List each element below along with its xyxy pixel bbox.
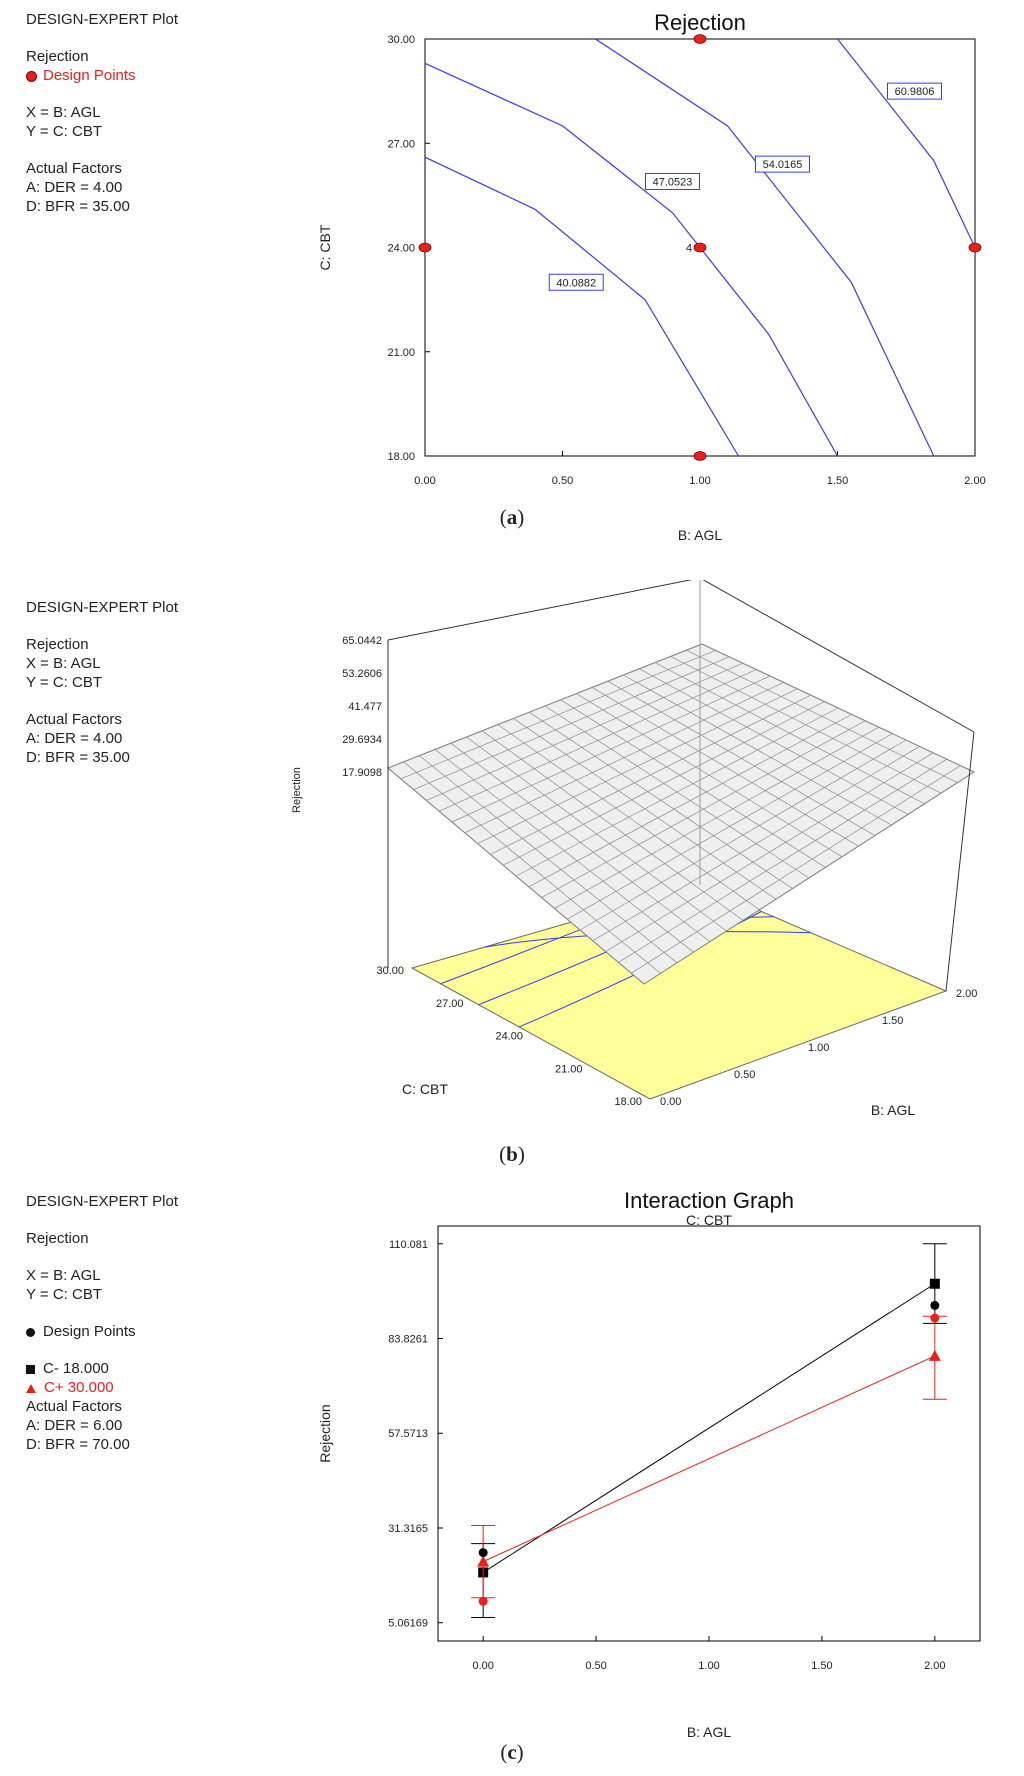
design-point [419, 243, 431, 252]
x-tick-label: 2.00 [964, 475, 986, 487]
x-tick-label: 1.50 [811, 1660, 833, 1672]
factor-d: D: BFR = 35.00 [26, 198, 130, 215]
contour-label: 54.0165 [762, 159, 803, 172]
y-definition: Y = C: CBT [26, 674, 102, 691]
caption-c: (c) [500, 1740, 524, 1764]
y-tick-label: 30.00 [376, 965, 404, 977]
y-axis-label: C: CBT [317, 224, 333, 271]
chart-title: Rejection [654, 10, 746, 35]
contour-line [838, 39, 976, 248]
series-low-legend: C- 18.000 [26, 1359, 178, 1378]
z-tick-label: 41.477 [348, 701, 382, 713]
y-definition: Y = C: CBT [26, 1286, 102, 1303]
y-tick-label: 27.00 [387, 138, 415, 151]
factor-a: A: DER = 4.00 [26, 179, 123, 196]
contour-label: 60.9806 [894, 86, 935, 99]
y-axis-label: C: CBT [402, 1081, 448, 1097]
y-tick-label: 21.00 [387, 346, 415, 359]
contour-label: 47.0523 [652, 176, 693, 189]
y-tick-label: 18.00 [387, 451, 415, 463]
surface-plot [0, 580, 1024, 1140]
interaction-graph [0, 1180, 1024, 1740]
factor-d: D: BFR = 70.00 [26, 1436, 130, 1453]
square-marker [930, 1279, 940, 1289]
y-tick-label: 57.5713 [388, 1428, 428, 1441]
caption-a: (a) [499, 505, 525, 529]
x-tick-label: 1.00 [698, 1660, 720, 1672]
y-definition: Y = C: CBT [26, 123, 102, 140]
x-tick-label: 1.00 [808, 1042, 830, 1054]
box-edge [388, 580, 700, 640]
plot-frame [438, 1226, 980, 1641]
design-point [479, 1597, 488, 1606]
replicate-count: 4 [686, 242, 693, 255]
x-tick-label: 1.00 [689, 475, 711, 487]
x-definition: X = B: AGL [26, 104, 101, 121]
x-tick-label: 0.50 [585, 1660, 607, 1672]
y-tick-label: 5.06169 [388, 1617, 428, 1630]
y-tick-label: 30.00 [387, 34, 415, 46]
x-tick-label: 0.50 [551, 475, 574, 487]
design-points-legend: Design Points [26, 66, 178, 85]
panel-b [0, 580, 1024, 1180]
design-point [694, 35, 706, 44]
y-tick-label: 31.3165 [388, 1522, 428, 1535]
x-tick-label: 2.00 [924, 1660, 946, 1672]
design-point [694, 452, 706, 461]
x-tick-label: 0.50 [734, 1069, 756, 1081]
triangle-marker [477, 1556, 489, 1567]
y-axis-label: Rejection [317, 1404, 333, 1463]
triangle-marker [929, 1350, 941, 1361]
design-point [930, 1314, 939, 1323]
x-tick-label: 1.50 [882, 1015, 904, 1027]
z-axis-label: Rejection [291, 767, 303, 813]
plot-header: DESIGN-EXPERT Plot [26, 599, 178, 616]
plot-header: DESIGN-EXPERT Plot [26, 11, 178, 28]
x-axis-label: B: AGL [870, 1102, 916, 1118]
response-label: Rejection [26, 1230, 89, 1247]
design-point [969, 243, 981, 252]
panel-a [0, 0, 1024, 540]
chart-subtitle: C: CBT [686, 1212, 732, 1228]
design-point [930, 1301, 939, 1310]
panel-c [0, 1180, 1024, 1776]
factor-a: A: DER = 4.00 [26, 730, 123, 747]
response-label: Rejection [26, 636, 89, 653]
y-tick-label: 27.00 [435, 997, 464, 1010]
x-definition: X = B: AGL [26, 655, 101, 672]
y-tick-label: 18.00 [614, 1096, 642, 1108]
y-tick-label: 83.8261 [388, 1333, 428, 1346]
z-tick-label: 65.0442 [342, 635, 382, 647]
y-tick-label: 21.00 [554, 1063, 583, 1076]
contour-line [425, 157, 739, 456]
z-tick-label: 17.9098 [342, 767, 382, 779]
x-tick-label: 0.00 [472, 1660, 494, 1672]
z-tick-label: 53.2606 [342, 668, 382, 680]
x-axis-label: B: AGL [686, 1724, 732, 1740]
factors-title: Actual Factors [26, 711, 122, 728]
contour-plot [0, 0, 1024, 540]
series-high-legend: C+ 30.000 [26, 1378, 178, 1397]
x-definition: X = B: AGL [26, 1267, 101, 1284]
contour-line [596, 39, 934, 456]
y-tick-label: 110.081 [389, 1238, 428, 1251]
factor-a: A: DER = 6.00 [26, 1417, 123, 1434]
x-tick-label: 0.00 [414, 475, 436, 487]
contour-label: 40.0882 [556, 277, 597, 290]
series-line [483, 1284, 935, 1573]
design-point [694, 243, 706, 252]
x-axis-label: B: AGL [677, 527, 723, 540]
x-tick-label: 0.00 [660, 1096, 682, 1108]
x-tick-label: 2.00 [956, 988, 978, 1000]
x-tick-label: 1.50 [826, 475, 849, 487]
series-line [483, 1356, 935, 1562]
factors-title: Actual Factors [26, 160, 122, 177]
factor-d: D: BFR = 35.00 [26, 749, 130, 766]
y-tick-label: 24.00 [495, 1030, 523, 1043]
design-points-legend: Design Points [26, 1322, 178, 1341]
z-tick-label: 29.6934 [342, 734, 382, 746]
contour-line [425, 63, 838, 456]
factors-title: Actual Factors [26, 1398, 122, 1415]
caption-b: (b) [499, 1142, 525, 1166]
design-point [479, 1548, 488, 1557]
response-label: Rejection [26, 48, 89, 65]
plot-header: DESIGN-EXPERT Plot [26, 1193, 178, 1210]
y-tick-label: 24.00 [387, 242, 415, 255]
chart-title: Interaction Graph [624, 1188, 794, 1213]
